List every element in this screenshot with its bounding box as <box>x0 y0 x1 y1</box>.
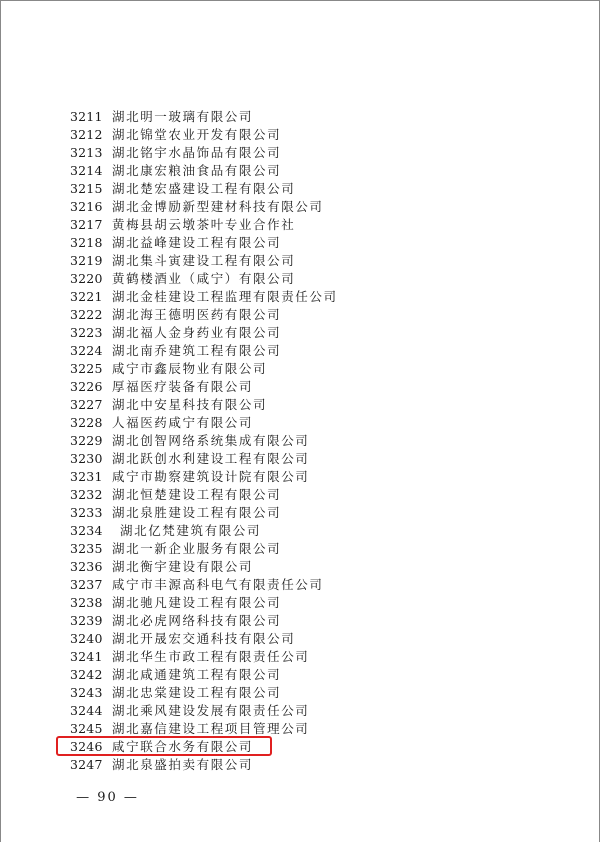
page-number: — 90 — <box>76 790 139 805</box>
list-item <box>70 216 550 234</box>
entry-name: 湖北明一玻璃有限公司 <box>112 109 254 124</box>
list-item <box>70 324 550 342</box>
entry-name: 湖北中安星科技有限公司 <box>112 397 268 412</box>
entry-number: 3220 <box>70 271 103 286</box>
entry-name: 湖北衡宇建设有限公司 <box>112 559 254 574</box>
list-item <box>70 162 550 180</box>
list-item <box>70 180 550 198</box>
list-item <box>70 270 550 288</box>
entry-name: 湖北泉胜建设工程有限公司 <box>112 505 282 520</box>
list-item <box>70 594 550 612</box>
entry-number: 3233 <box>70 505 103 520</box>
entry-name: 湖北乘风建设发展有限责任公司 <box>112 703 310 718</box>
entry-number: 3239 <box>70 613 103 628</box>
entry-name: 湖北锦堂农业开发有限公司 <box>112 127 282 142</box>
entry-number: 3238 <box>70 595 103 610</box>
entry-number: 3221 <box>70 289 103 304</box>
entry-name: 湖北南乔建筑工程有限公司 <box>112 343 282 358</box>
entry-name: 湖北益峰建设工程有限公司 <box>112 235 282 250</box>
list-item <box>70 306 550 324</box>
list-item <box>70 612 550 630</box>
list-item <box>70 522 550 540</box>
entry-name: 湖北必虎网络科技有限公司 <box>112 613 282 628</box>
list-item <box>70 198 550 216</box>
list-item <box>70 378 550 396</box>
list-item <box>70 234 550 252</box>
entry-number: 3227 <box>70 397 103 412</box>
entry-name: 湖北创智网络系统集成有限公司 <box>112 433 310 448</box>
entry-name: 湖北海王德明医药有限公司 <box>112 307 282 322</box>
entry-number: 3217 <box>70 217 103 232</box>
list-item <box>70 414 550 432</box>
list-item <box>70 558 550 576</box>
entry-number: 3225 <box>70 361 103 376</box>
company-list <box>70 108 550 774</box>
entry-name: 湖北亿梵建筑有限公司 <box>120 523 262 538</box>
list-item <box>70 756 550 774</box>
list-item <box>70 702 550 720</box>
entry-number: 3242 <box>70 667 103 682</box>
entry-name: 咸宁市鑫辰物业有限公司 <box>112 361 268 376</box>
entry-number: 3234 <box>70 523 103 538</box>
entry-name: 湖北驰凡建设工程有限公司 <box>112 595 282 610</box>
entry-name: 湖北恒楚建设工程有限公司 <box>112 487 282 502</box>
entry-name: 湖北金博励新型建材科技有限公司 <box>112 199 324 214</box>
entry-number: 3237 <box>70 577 103 592</box>
entry-number: 3213 <box>70 145 103 160</box>
entry-number: 3224 <box>70 343 103 358</box>
list-item <box>70 360 550 378</box>
entry-name: 湖北集斗寅建设工程有限公司 <box>112 253 296 268</box>
entry-number: 3211 <box>70 109 103 124</box>
entry-name: 湖北咸通建筑工程有限公司 <box>112 667 282 682</box>
entry-name: 湖北铭宇水晶饰品有限公司 <box>112 145 282 160</box>
entry-number: 3240 <box>70 631 103 646</box>
list-item <box>70 540 550 558</box>
entry-name: 人福医药咸宁有限公司 <box>112 415 254 430</box>
entry-name: 湖北跃创水利建设工程有限公司 <box>112 451 310 466</box>
list-item <box>70 576 550 594</box>
list-item <box>70 252 550 270</box>
list-item <box>70 630 550 648</box>
list-item <box>70 468 550 486</box>
list-item <box>70 504 550 522</box>
entry-number: 3222 <box>70 307 103 322</box>
entry-name: 湖北开晟宏交通科技有限公司 <box>112 631 296 646</box>
list-item <box>70 144 550 162</box>
entry-name: 湖北金桂建设工程监理有限责任公司 <box>112 289 338 304</box>
entry-number: 3218 <box>70 235 103 250</box>
entry-name: 黄鹤楼酒业（咸宁）有限公司 <box>112 271 296 286</box>
entry-name: 湖北忠棠建设工程有限公司 <box>112 685 282 700</box>
entry-name: 咸宁联合水务有限公司 <box>112 739 254 754</box>
entry-number: 3230 <box>70 451 103 466</box>
list-item <box>70 108 550 126</box>
entry-number: 3236 <box>70 559 103 574</box>
list-item <box>70 126 550 144</box>
entry-name: 厚福医疗装备有限公司 <box>112 379 254 394</box>
entry-name: 黄梅县胡云墩茶叶专业合作社 <box>112 217 296 232</box>
entry-name: 湖北一新企业服务有限公司 <box>112 541 282 556</box>
entry-number: 3243 <box>70 685 103 700</box>
entry-number: 3216 <box>70 199 103 214</box>
entry-number: 3214 <box>70 163 103 178</box>
entry-name: 湖北福人金身药业有限公司 <box>112 325 282 340</box>
list-item <box>70 342 550 360</box>
list-item <box>70 288 550 306</box>
entry-number: 3244 <box>70 703 103 718</box>
entry-name: 咸宁市丰源高科电气有限责任公司 <box>112 577 324 592</box>
entry-number: 3229 <box>70 433 103 448</box>
entry-number: 3241 <box>70 649 103 664</box>
entry-number: 3226 <box>70 379 103 394</box>
entry-number: 3219 <box>70 253 103 268</box>
entry-number: 3246 <box>70 739 103 754</box>
entry-number: 3245 <box>70 721 103 736</box>
entry-number: 3231 <box>70 469 103 484</box>
list-item <box>70 486 550 504</box>
entry-number: 3228 <box>70 415 103 430</box>
entry-name: 湖北泉盛拍卖有限公司 <box>112 757 254 772</box>
entry-name: 湖北嘉信建设工程项目管理公司 <box>112 721 310 736</box>
highlight-box <box>56 736 272 756</box>
entry-name: 湖北康宏粮油食品有限公司 <box>112 163 282 178</box>
entry-name: 湖北华生市政工程有限责任公司 <box>112 649 310 664</box>
entry-number: 3215 <box>70 181 103 196</box>
entry-name: 咸宁市勘察建筑设计院有限公司 <box>112 469 310 484</box>
entry-number: 3223 <box>70 325 103 340</box>
entry-number: 3212 <box>70 127 103 142</box>
list-item <box>70 432 550 450</box>
entry-name: 湖北楚宏盛建设工程有限公司 <box>112 181 296 196</box>
list-item <box>70 648 550 666</box>
list-item <box>70 684 550 702</box>
list-item <box>70 666 550 684</box>
list-item <box>70 450 550 468</box>
entry-number: 3247 <box>70 757 103 772</box>
entry-number: 3235 <box>70 541 103 556</box>
entry-number: 3232 <box>70 487 103 502</box>
list-item <box>70 396 550 414</box>
